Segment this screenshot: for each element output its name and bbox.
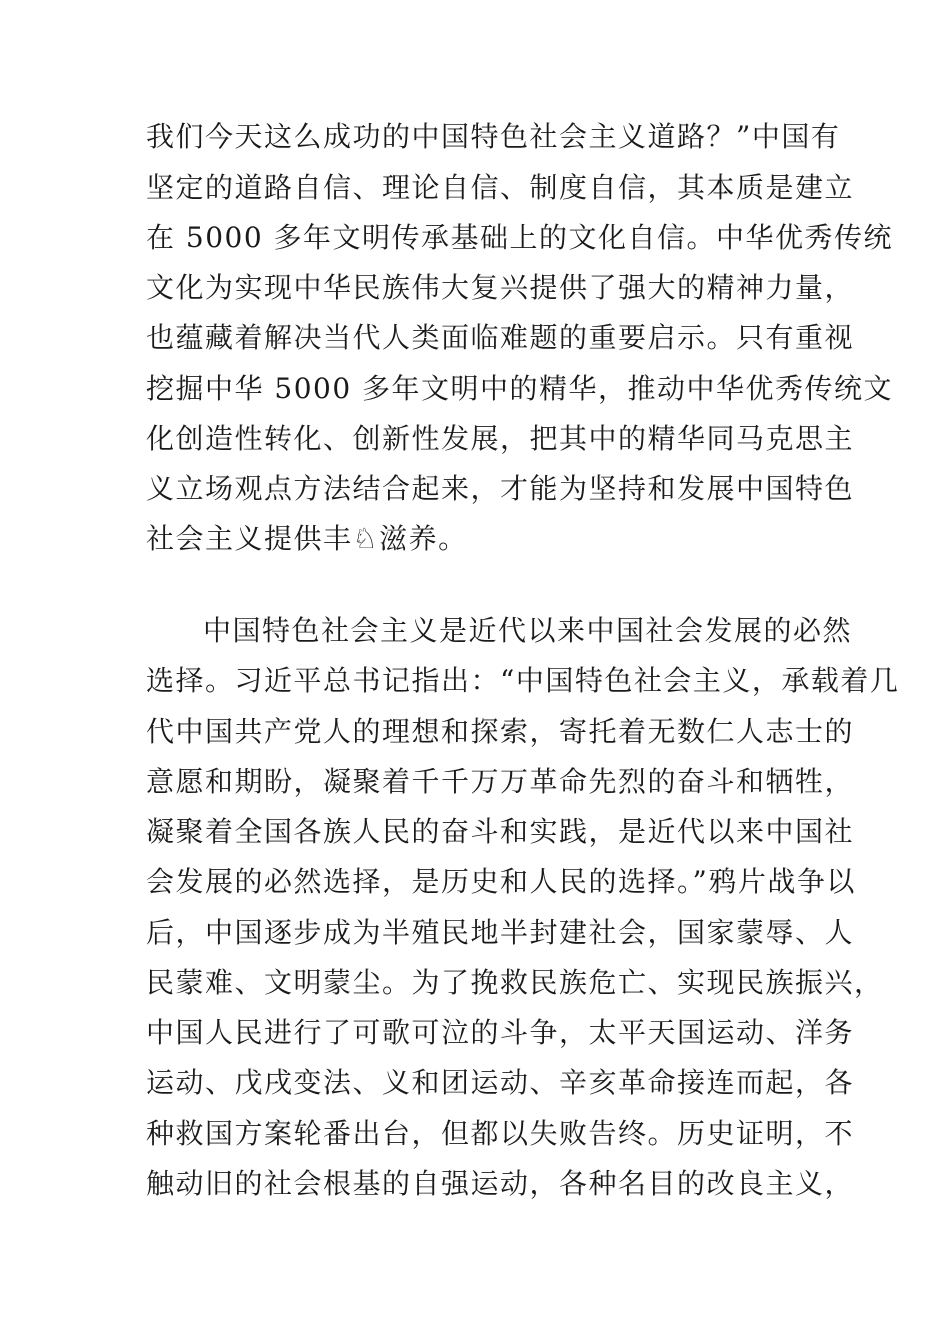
paragraph-line: 文化为实现中华民族伟大复兴提供了强大的精神力量， — [146, 271, 855, 304]
paragraph-line: 意愿和期盼，凝聚着千千万万革命先烈的奋斗和牺牲， — [146, 765, 855, 798]
paragraph-line: 触动旧的社会根基的自强运动，各种名目的改良主义， — [146, 1167, 855, 1200]
paragraph-line: 会发展的必然选择，是历史和人民的选择。”鸦片战争以 — [146, 865, 856, 898]
paragraph-line: 坚定的道路自信、理论自信、制度自信，其本质是建立 — [146, 171, 855, 204]
paragraph-line: 挖掘中华 5000 多年文明中的精华，推动中华优秀传统文 — [146, 372, 894, 405]
paragraph-line: 我们今天这么成功的中国特色社会主义道路？”中国有 — [146, 120, 841, 153]
paragraph-line: 也蕴藏着解决当代人类面临难题的重要启示。只有重视 — [146, 321, 855, 354]
paragraph-line: 凝聚着全国各族人民的奋斗和实践，是近代以来中国社 — [146, 815, 855, 848]
paragraph-line: 后，中国逐步成为半殖民地半封建社会，国家蒙辱、人 — [146, 916, 855, 949]
paragraph-line: 社会主义提供丰♘滋养。 — [146, 522, 468, 555]
paragraph-line: 中国人民进行了可歌可泣的斗争，太平天国运动、洋务 — [146, 1016, 855, 1049]
paragraph-line: 义立场观点方法结合起来，才能为坚持和发展中国特色 — [146, 472, 855, 505]
paragraph-line: 化创造性转化、创新性发展，把其中的精华同马克思主 — [146, 422, 855, 455]
paragraph-line: 中国特色社会主义是近代以来中国社会发展的必然 — [203, 614, 853, 647]
paragraph-line: 民蒙难、文明蒙尘。为了挽救民族危亡、实现民族振兴， — [146, 966, 884, 999]
paragraph-line: 在 5000 多年文明传承基础上的文化自信。中华优秀传统 — [146, 221, 894, 254]
paragraph-line: 选择。习近平总书记指出：“中国特色社会主义，承载着几 — [146, 664, 900, 697]
paragraph-line: 运动、戊戌变法、义和团运动、辛亥革命接连而起，各 — [146, 1066, 855, 1099]
paragraph-line: 种救国方案轮番出台，但都以失败告终。历史证明，不 — [146, 1117, 855, 1150]
paragraph-line: 代中国共产党人的理想和探索，寄托着无数仁人志士的 — [146, 715, 855, 748]
